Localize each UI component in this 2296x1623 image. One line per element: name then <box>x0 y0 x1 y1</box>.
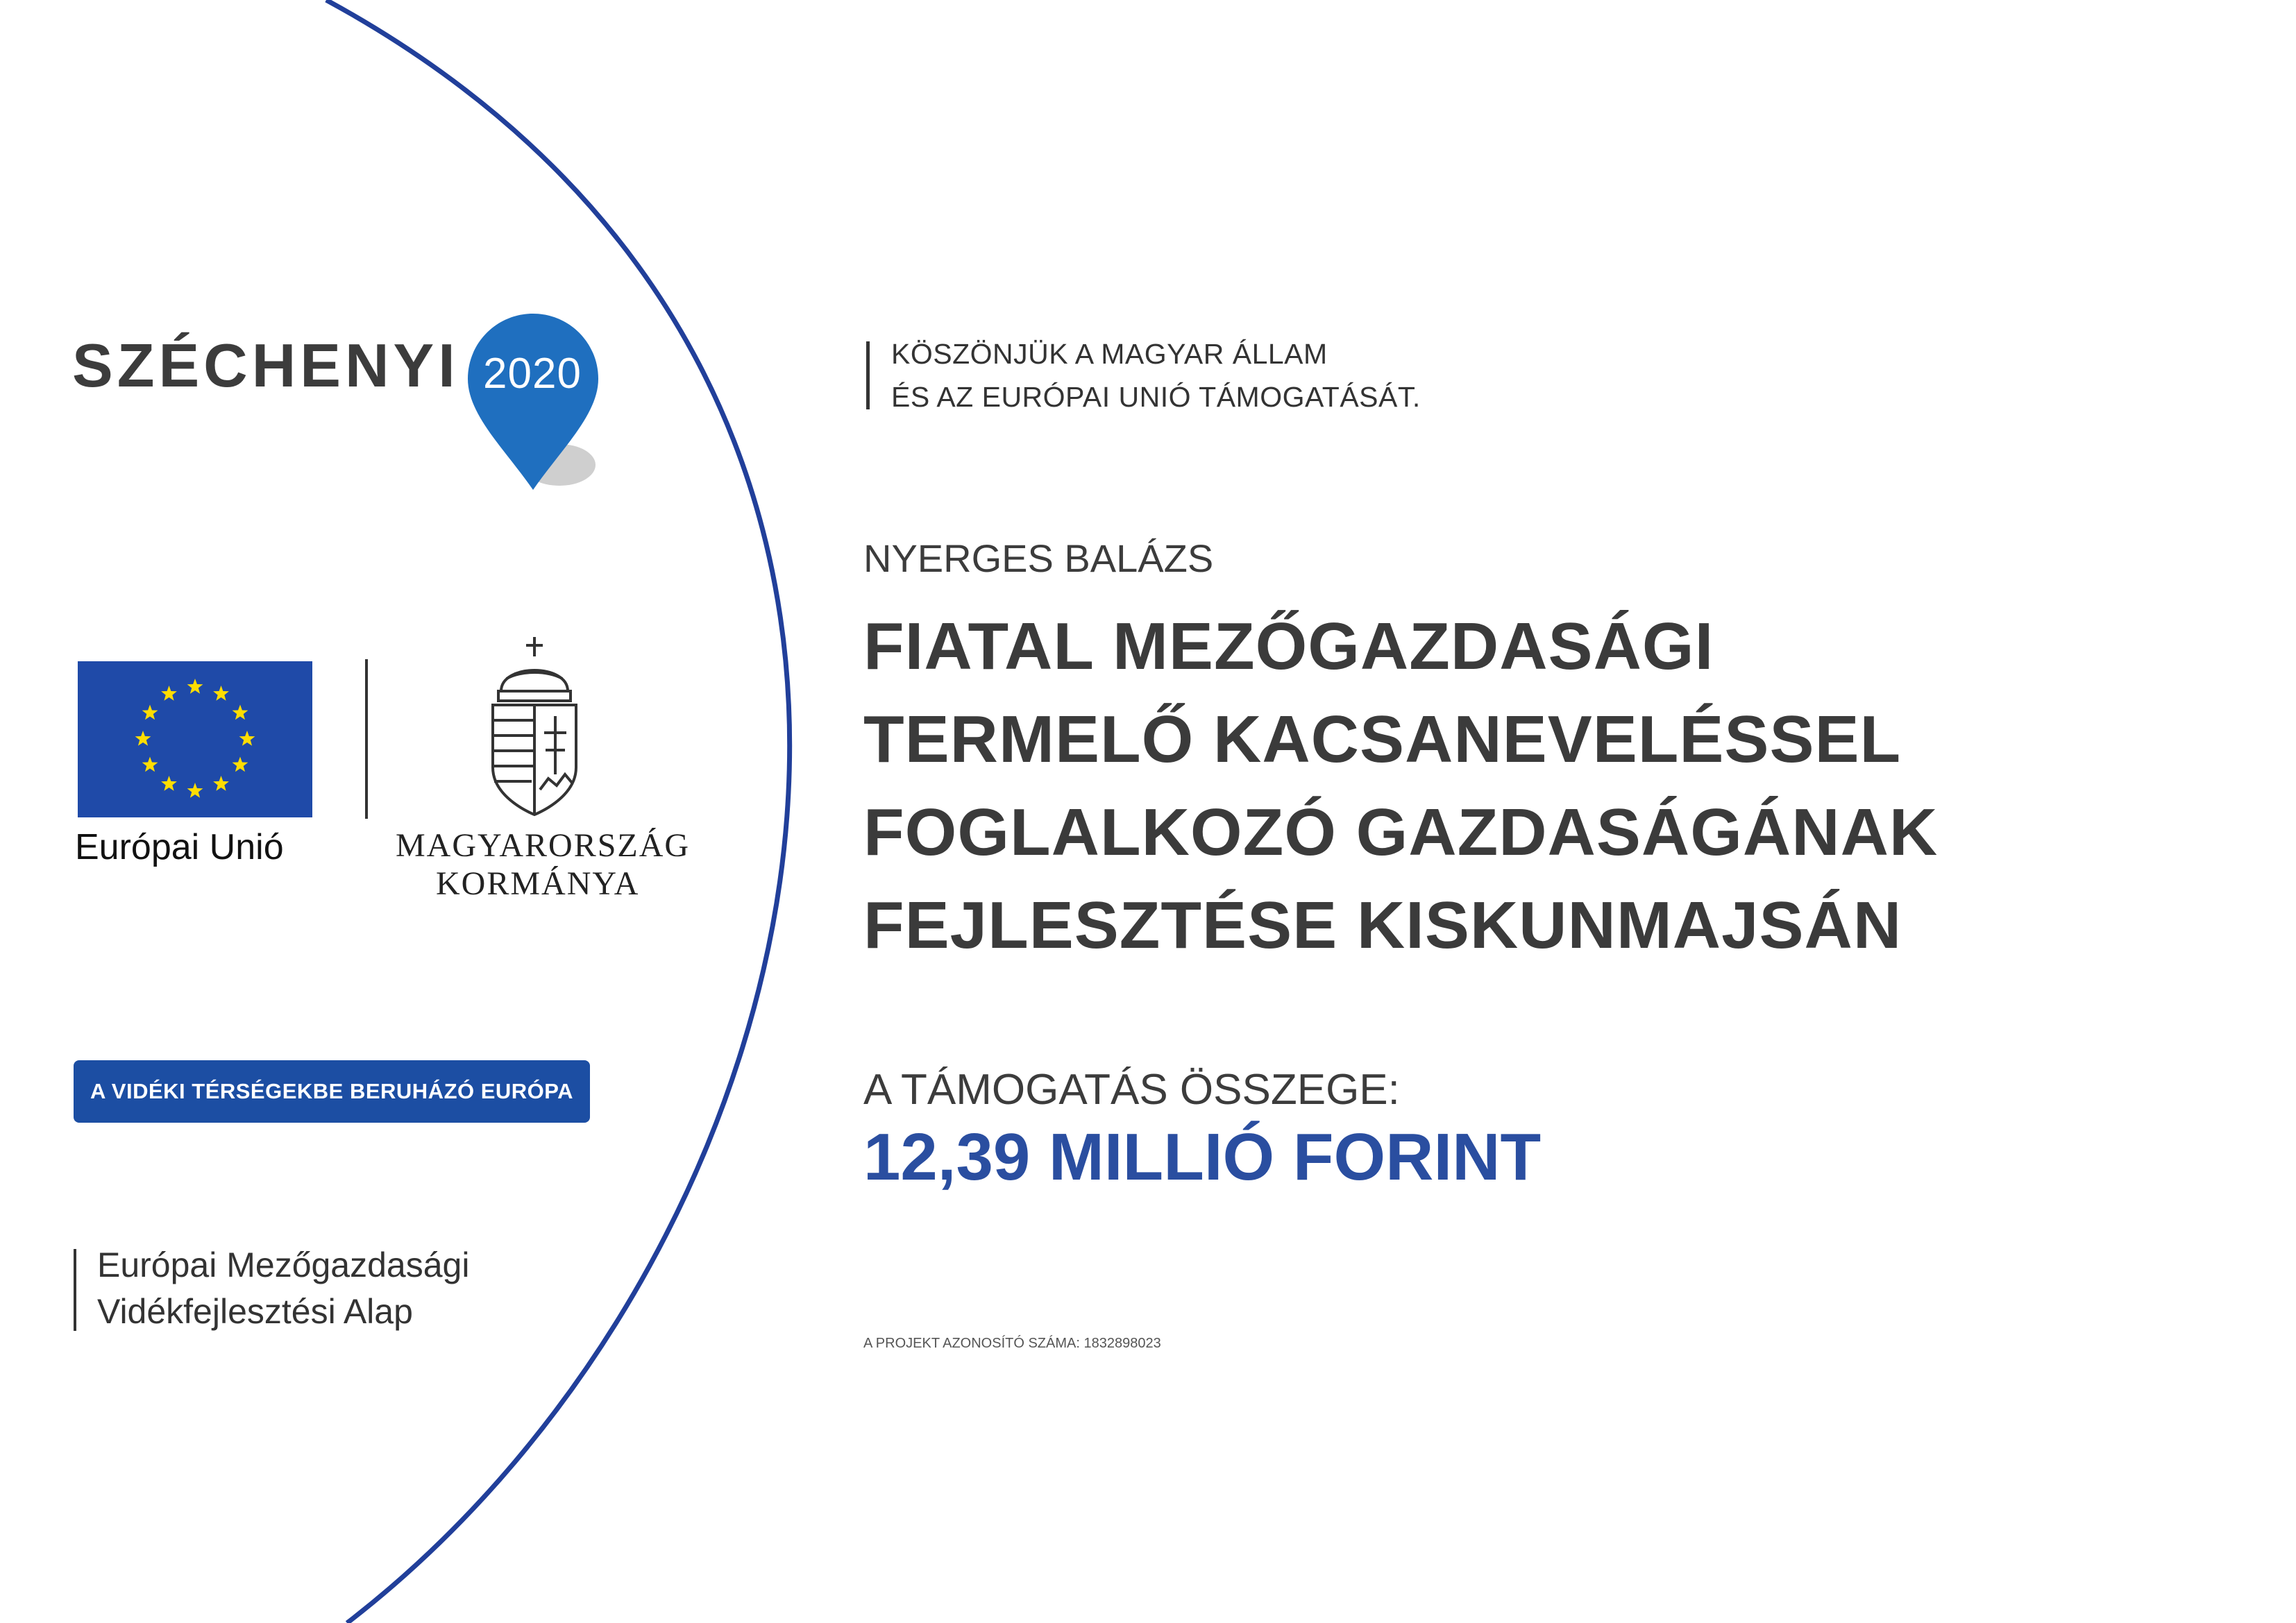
coat-of-arms-icon <box>486 636 583 819</box>
szechenyi-logo-text: SZÉCHENYI <box>72 331 459 400</box>
project-id: A PROJEKT AZONOSÍTÓ SZÁMA: 1832898023 <box>863 1336 1161 1351</box>
support-amount-label: A TÁMOGATÁS ÖSSZEGE: <box>863 1066 1400 1114</box>
project-title-line: FEJLESZTÉSE KISKUNMAJSÁN <box>863 888 1902 962</box>
thanks-line1: KÖSZÖNJÜK A MAGYAR ÁLLAM <box>891 338 1328 370</box>
program-banner: A VIDÉKI TÉRSÉGEKBE BERUHÁZÓ EURÓPA <box>74 1060 590 1123</box>
logo-divider <box>365 659 368 819</box>
project-title-line: FOGLALKOZÓ GAZDASÁGÁNAK <box>863 795 1939 869</box>
eu-caption: Európai Unió <box>75 827 284 867</box>
fund-name-line1: Európai Mezőgazdasági <box>97 1246 470 1284</box>
project-title-line: FIATAL MEZŐGAZDASÁGI <box>863 609 1714 683</box>
fund-divider <box>74 1249 76 1331</box>
map-pin-icon <box>464 311 602 493</box>
thanks-divider <box>866 341 870 409</box>
eu-flag-icon <box>78 661 312 817</box>
thanks-line2: ÉS AZ EURÓPAI UNIÓ TÁMOGATÁSÁT. <box>891 381 1421 413</box>
project-title-line: TERMELŐ KACSANEVELÉSSEL <box>863 702 1902 776</box>
szechenyi-year: 2020 <box>483 350 582 398</box>
government-name-line1: MAGYARORSZÁG <box>396 827 691 864</box>
fund-name-line2: Vidékfejlesztési Alap <box>97 1292 413 1331</box>
beneficiary-name: NYERGES BALÁZS <box>863 536 1214 580</box>
support-amount-value: 12,39 MILLIÓ FORINT <box>863 1120 1542 1194</box>
government-name-line2: KORMÁNYA <box>436 865 640 902</box>
